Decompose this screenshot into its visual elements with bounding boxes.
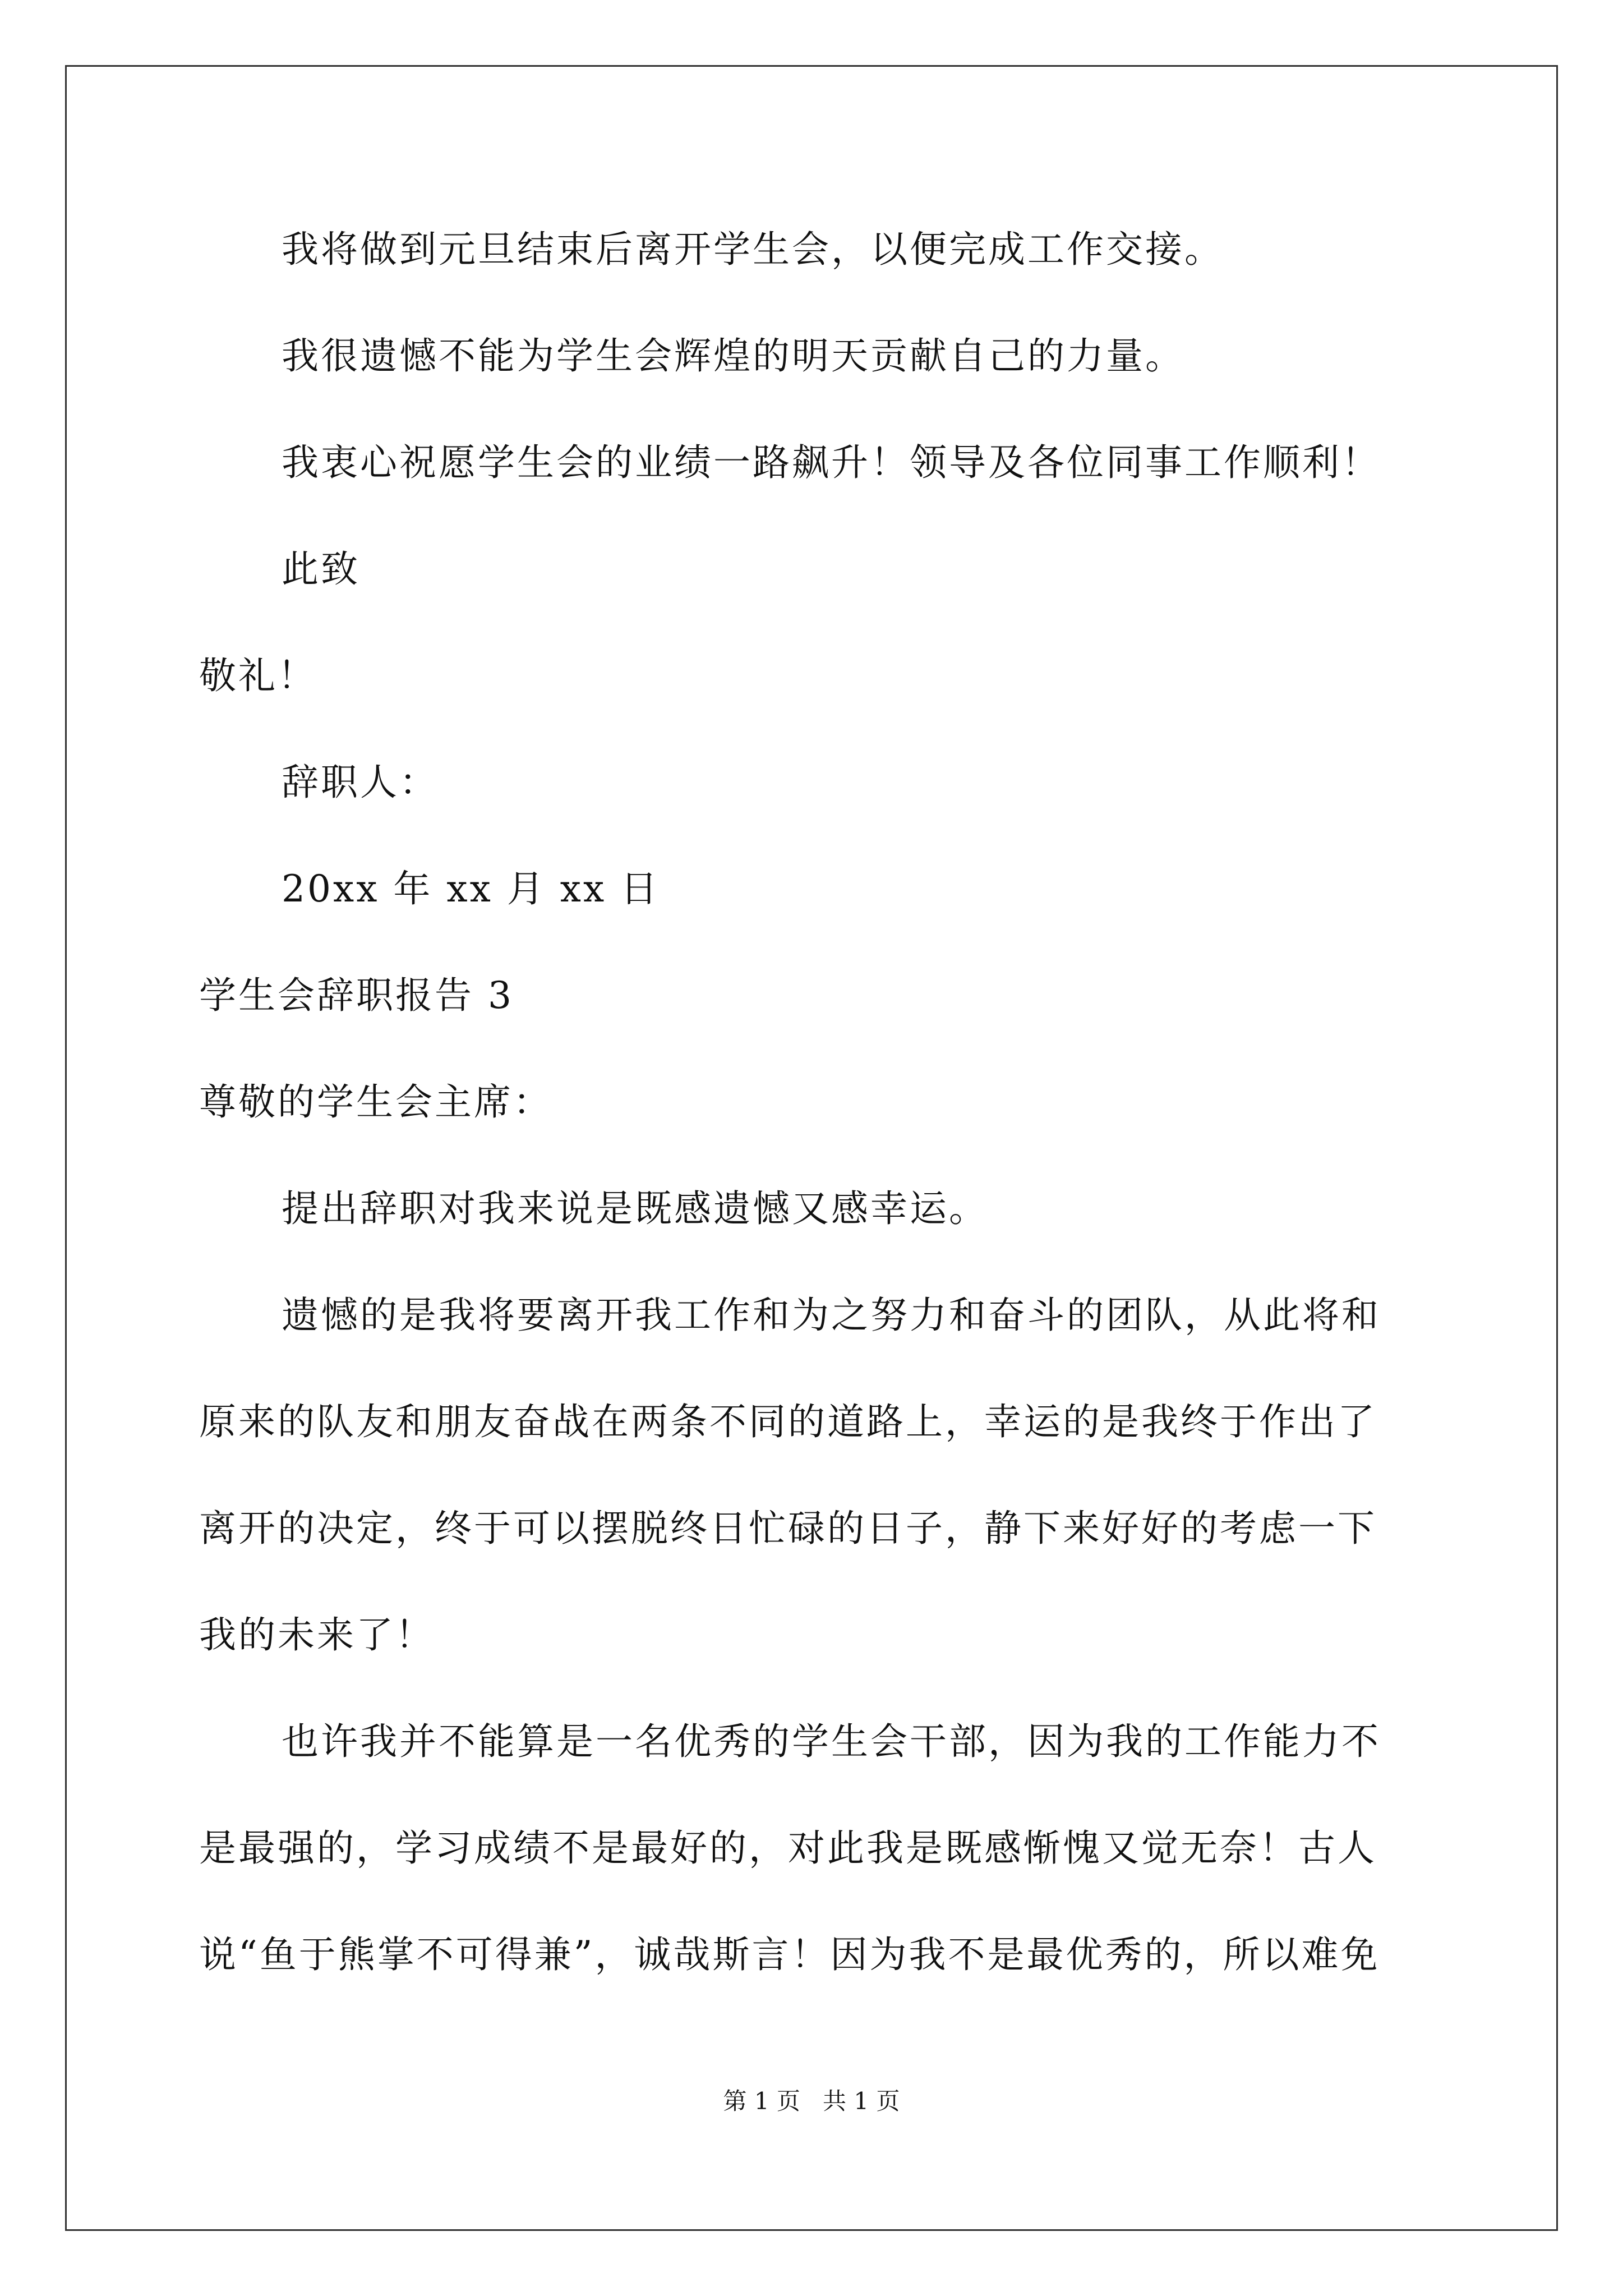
date-line: 20xx 年 xx 月 xx 日 [282, 867, 660, 910]
paragraph-body-line-3: 离开的决定，终于可以摆脱终日忙碌的日子，静下来好好的考虑一下 [199, 1507, 1377, 1550]
section-title: 学生会辞职报告 3 [199, 974, 514, 1017]
paragraph-body-line-1: 遗憾的是我将要离开我工作和为之努力和奋斗的团队，从此将和 [282, 1294, 1381, 1337]
signature-label: 辞职人： [282, 761, 439, 804]
paragraph-body-line-4: 我的未来了！ [199, 1613, 435, 1657]
paragraph-body-line-2: 原来的队友和朋友奋战在两条不同的道路上，幸运的是我终于作出了 [199, 1400, 1377, 1443]
page-border [65, 65, 1558, 2231]
paragraph-self-line-3: 说“鱼于熊掌不可得兼”，诚哉斯言！因为我不是最优秀的，所以难免 [199, 1933, 1380, 1976]
page-footer: 第 1 页 共 1 页 [723, 2087, 900, 2115]
paragraph-self-line-1: 也许我并不能算是一名优秀的学生会干部，因为我的工作能力不 [282, 1720, 1381, 1763]
paragraph-regret: 我很遗憾不能为学生会辉煌的明天贡献自己的力量。 [282, 334, 1184, 378]
closing-jingli: 敬礼！ [199, 654, 317, 697]
paragraph-self-line-2: 是最强的，学习成绩不是最好的，对此我是既感惭愧又觉无奈！古人 [199, 1826, 1377, 1870]
salutation: 尊敬的学生会主席： [199, 1080, 552, 1124]
paragraph-intro: 提出辞职对我来说是既感遗憾又感幸运。 [282, 1187, 988, 1230]
closing-cizhi: 此致 [282, 547, 360, 591]
paragraph-handover: 我将做到元旦结束后离开学生会，以便完成工作交接。 [282, 228, 1224, 271]
paragraph-wishes: 我衷心祝愿学生会的业绩一路飙升！领导及各位同事工作顺利！ [282, 441, 1381, 484]
